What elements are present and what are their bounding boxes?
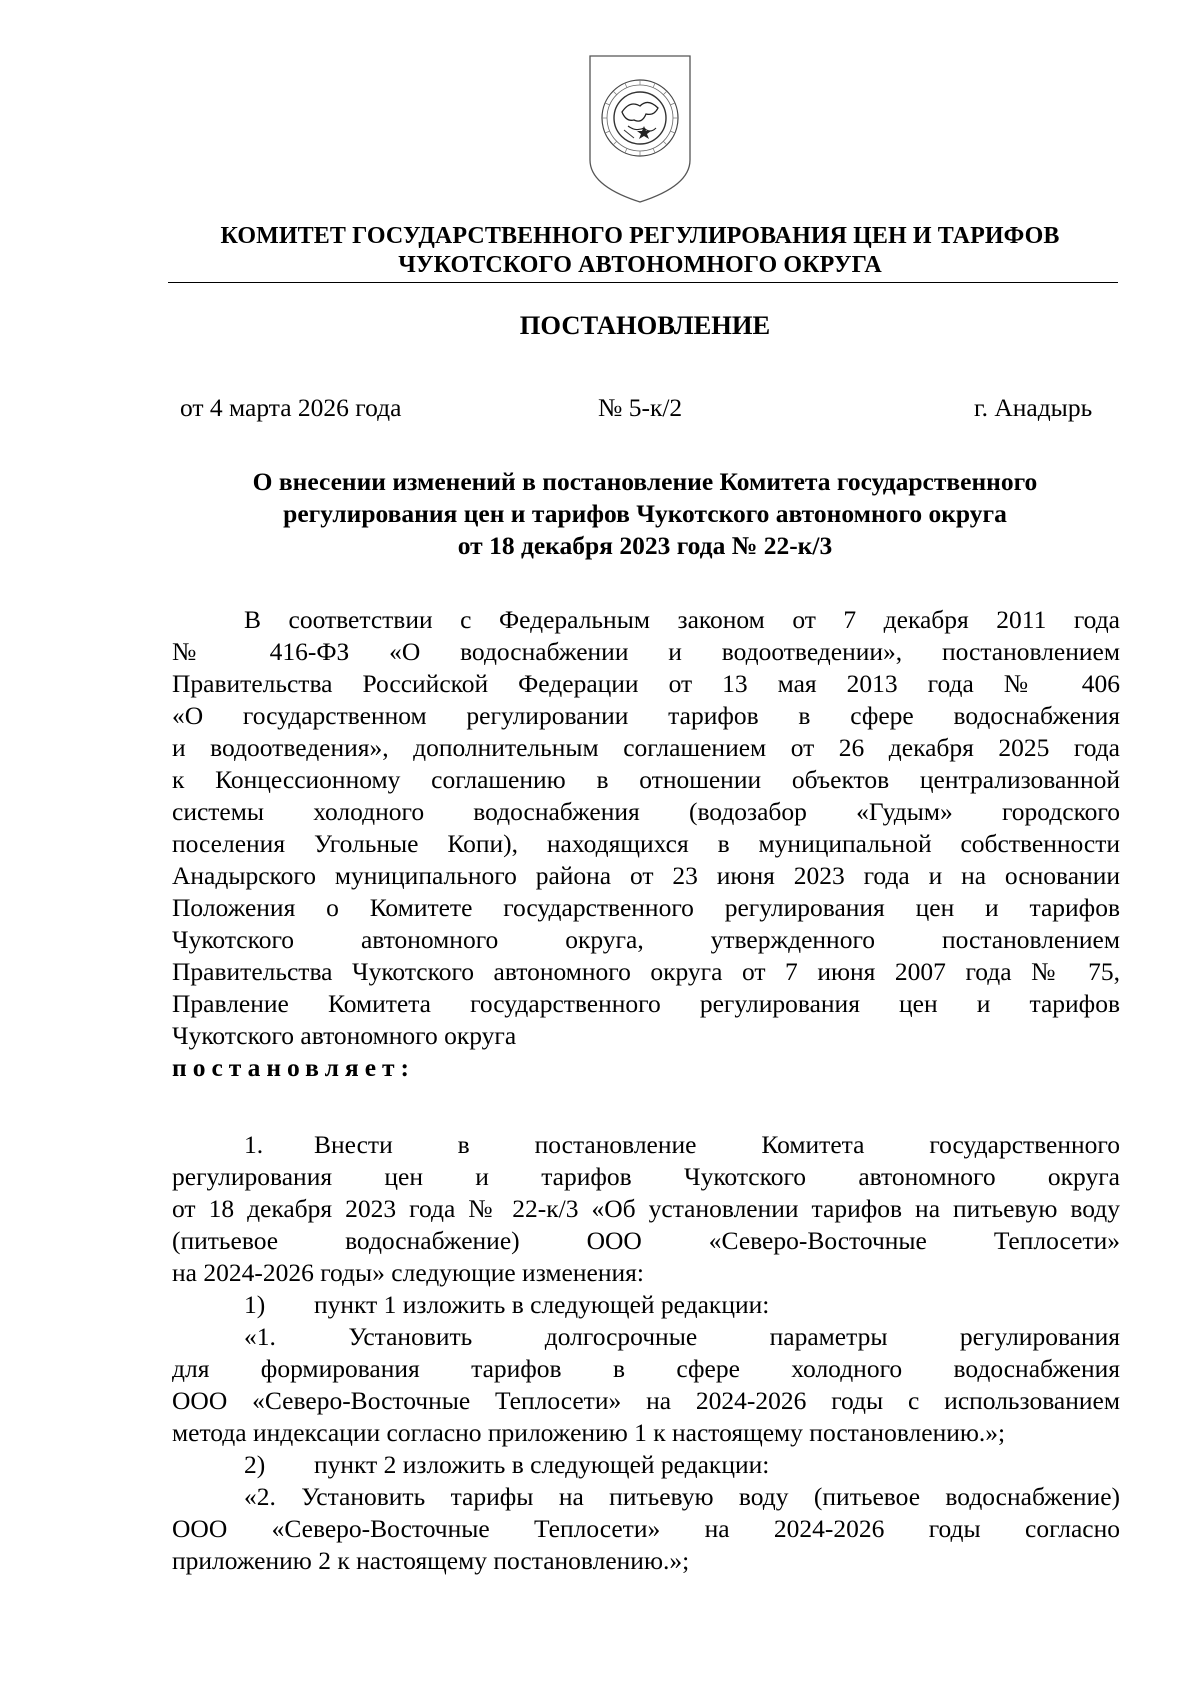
quote-line: ООО «Северо-Восточные Теплосети» на 2024-2026 годы с использованием <box>172 1386 1120 1415</box>
preamble-line: поселения Угольные Копи), находящихся в муниципальной собственности <box>172 829 1120 858</box>
preamble-line: и водоотведения», дополнительным соглашением от 26 декабря 2025 года <box>172 733 1120 762</box>
item-line: (питьевое водоснабжение) ООО «Северо-Восточные Теплосети» <box>172 1226 1120 1255</box>
preamble-line: № 416-ФЗ «О водоснабжении и водоотведении», постановлением <box>172 637 1120 666</box>
subitem-text: пункт 2 изложить в следующей редакции: <box>314 1450 770 1479</box>
coat-of-arms-icon <box>584 52 696 204</box>
preamble-line: В соответствии с Федеральным законом от 7 декабря 2011 года <box>244 605 1120 634</box>
document-place: г. Анадырь <box>974 393 1093 422</box>
preamble-line: Чукотского автономного округа, утвержденного постановлением <box>172 925 1120 954</box>
item-number: 1. <box>244 1130 264 1159</box>
resolves-word: постановляет: <box>172 1053 416 1082</box>
subitem-number: 2) <box>244 1450 266 1479</box>
quote-line: ООО «Северо-Восточные Теплосети» на 2024-2026 годы согласно <box>172 1514 1120 1543</box>
document-number: № 5-к/2 <box>598 393 683 422</box>
item-line: от 18 декабря 2023 года № 22-к/3 «Об установлении тарифов на питьевую воду <box>172 1194 1120 1223</box>
quote-line: «1. Установить долгосрочные параметры регулирования <box>244 1322 1120 1351</box>
committee-name <box>160 222 1120 280</box>
subitem-number: 1) <box>244 1290 266 1319</box>
title-line-1: О внесении изменений в постановление Комитета государственного <box>252 467 1038 496</box>
document-date: от 4 марта 2026 года <box>180 393 402 422</box>
preamble-line: Правление Комитета государственного регулирования цен и тарифов <box>172 989 1120 1018</box>
quote-line: «2. Установить тарифы на питьевую воду (питьевое водоснабжение) <box>244 1482 1120 1511</box>
preamble-line: Чукотского автономного округа <box>172 1021 517 1050</box>
item-line: Внести в постановление Комитета государственного <box>314 1130 1120 1159</box>
preamble-line: «О государственном регулировании тарифов в сфере водоснабжения <box>172 701 1120 730</box>
preamble-line: Правительства Чукотского автономного округа от 7 июня 2007 года № 75, <box>172 957 1120 986</box>
committee-line-1: КОМИТЕТ ГОСУДАРСТВЕННОГО РЕГУЛИРОВАНИЯ ЦЕН И ТАРИФОВ <box>220 223 1060 249</box>
item-line: на 2024-2026 годы» следующие изменения: <box>172 1258 644 1287</box>
subitem-text: пункт 1 изложить в следующей редакции: <box>314 1290 770 1319</box>
item-line: регулирования цен и тарифов Чукотского автономного округа <box>172 1162 1120 1191</box>
header-divider <box>168 282 1118 283</box>
preamble-line: системы холодного водоснабжения (водозабор «Гудым» городского <box>172 797 1120 826</box>
preamble-line: Положения о Комитете государственного регулирования цен и тарифов <box>172 893 1120 922</box>
quote-line: приложению 2 к настоящему постановлению.»; <box>172 1546 690 1575</box>
quote-line: для формирования тарифов в сфере холодного водоснабжения <box>172 1354 1120 1383</box>
committee-line-2: ЧУКОТСКОГО АВТОНОМНОГО ОКРУГА <box>398 252 882 278</box>
title-line-2: регулирования цен и тарифов Чукотского автономного округа <box>283 499 1007 528</box>
quote-line: метода индексации согласно приложению 1 к настоящему постановлению.»; <box>172 1418 1006 1447</box>
document-type: ПОСТАНОВЛЕНИЕ <box>519 310 771 340</box>
preamble-line: Правительства Российской Федерации от 13 мая 2013 года № 406 <box>172 669 1120 698</box>
title-line-3: от 18 декабря 2023 года № 22-к/3 <box>457 531 833 560</box>
preamble-line: к Концессионному соглашению в отношении объектов централизованной <box>172 765 1120 794</box>
preamble-line: Анадырского муниципального района от 23 июня 2023 года и на основании <box>172 861 1120 890</box>
document-title <box>170 466 1120 562</box>
